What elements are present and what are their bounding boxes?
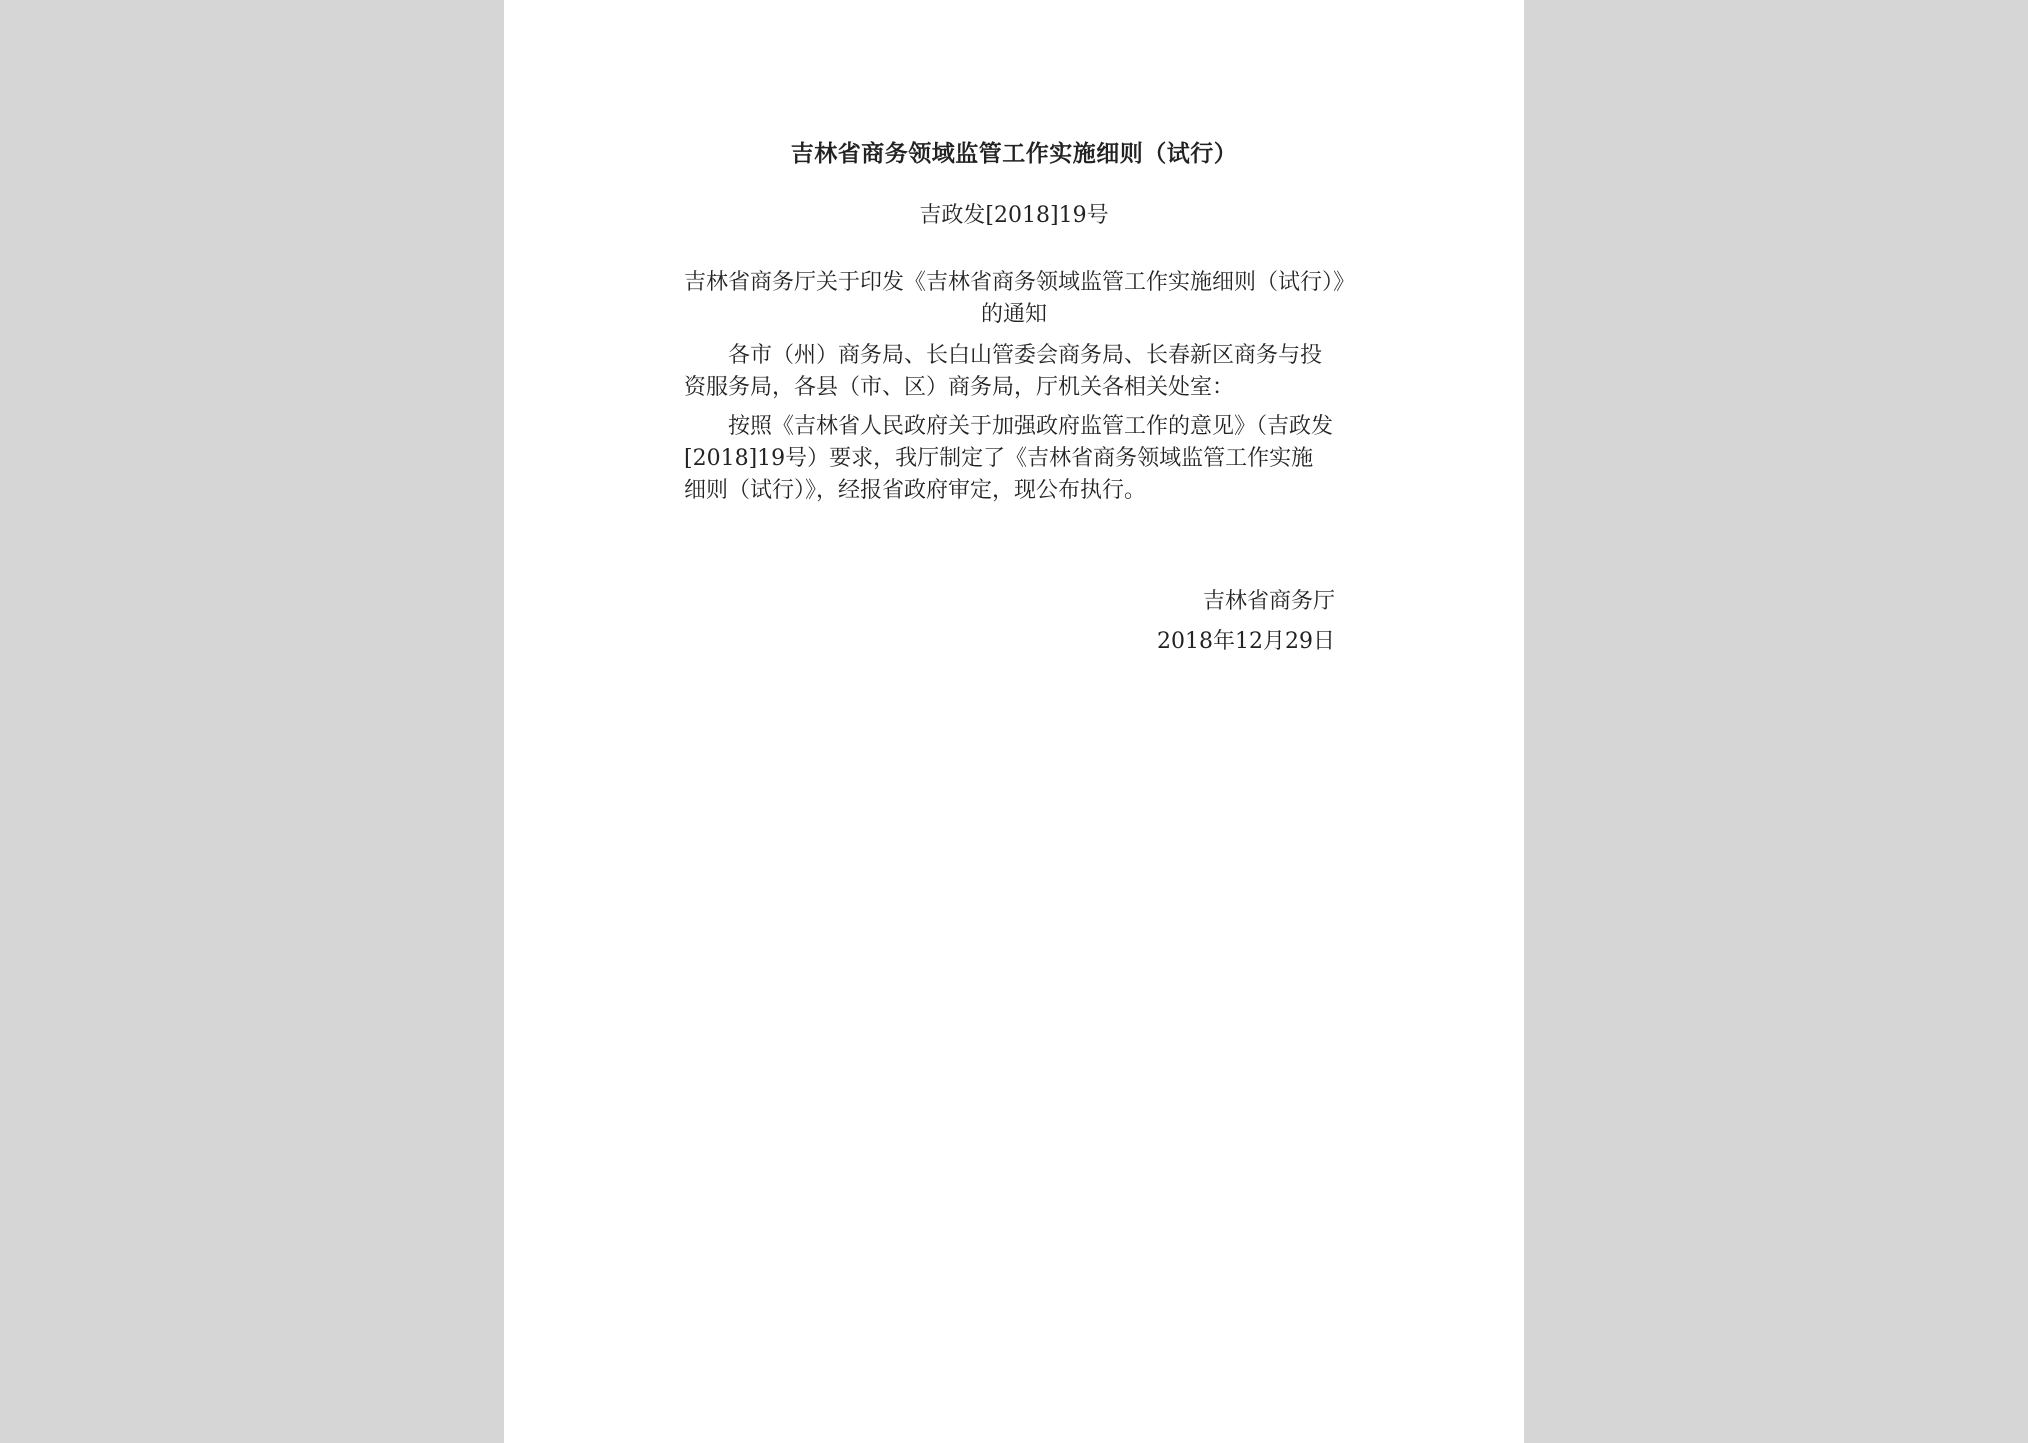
addressees-paragraph: 各市（州）商务局、长白山管委会商务局、长春新区商务与投资服务局，各县（市、区）商务局，厅机关各相关处室： [684,343,1323,400]
notice-title: 吉林省商务厅关于印发《吉林省商务领域监管工作实施细则（试行）》的通知 [683,270,1344,327]
signature-date: 2018年12月29日 [1157,629,1335,654]
document-page [504,0,1524,1443]
document-title: 吉林省商务领域监管工作实施细则（试行） [790,140,1238,167]
document-number: 吉政发[2018]19号 [919,203,1109,228]
body-paragraph: 按照《吉林省人民政府关于加强政府监管工作的意见》（吉政发[2018]19号）要求，我厅制定了《吉林省商务领域监管工作实施细则（试行）》，经报省政府审定，现公布执行。 [684,414,1334,503]
signature-organization: 吉林省商务厅 [1202,589,1335,614]
